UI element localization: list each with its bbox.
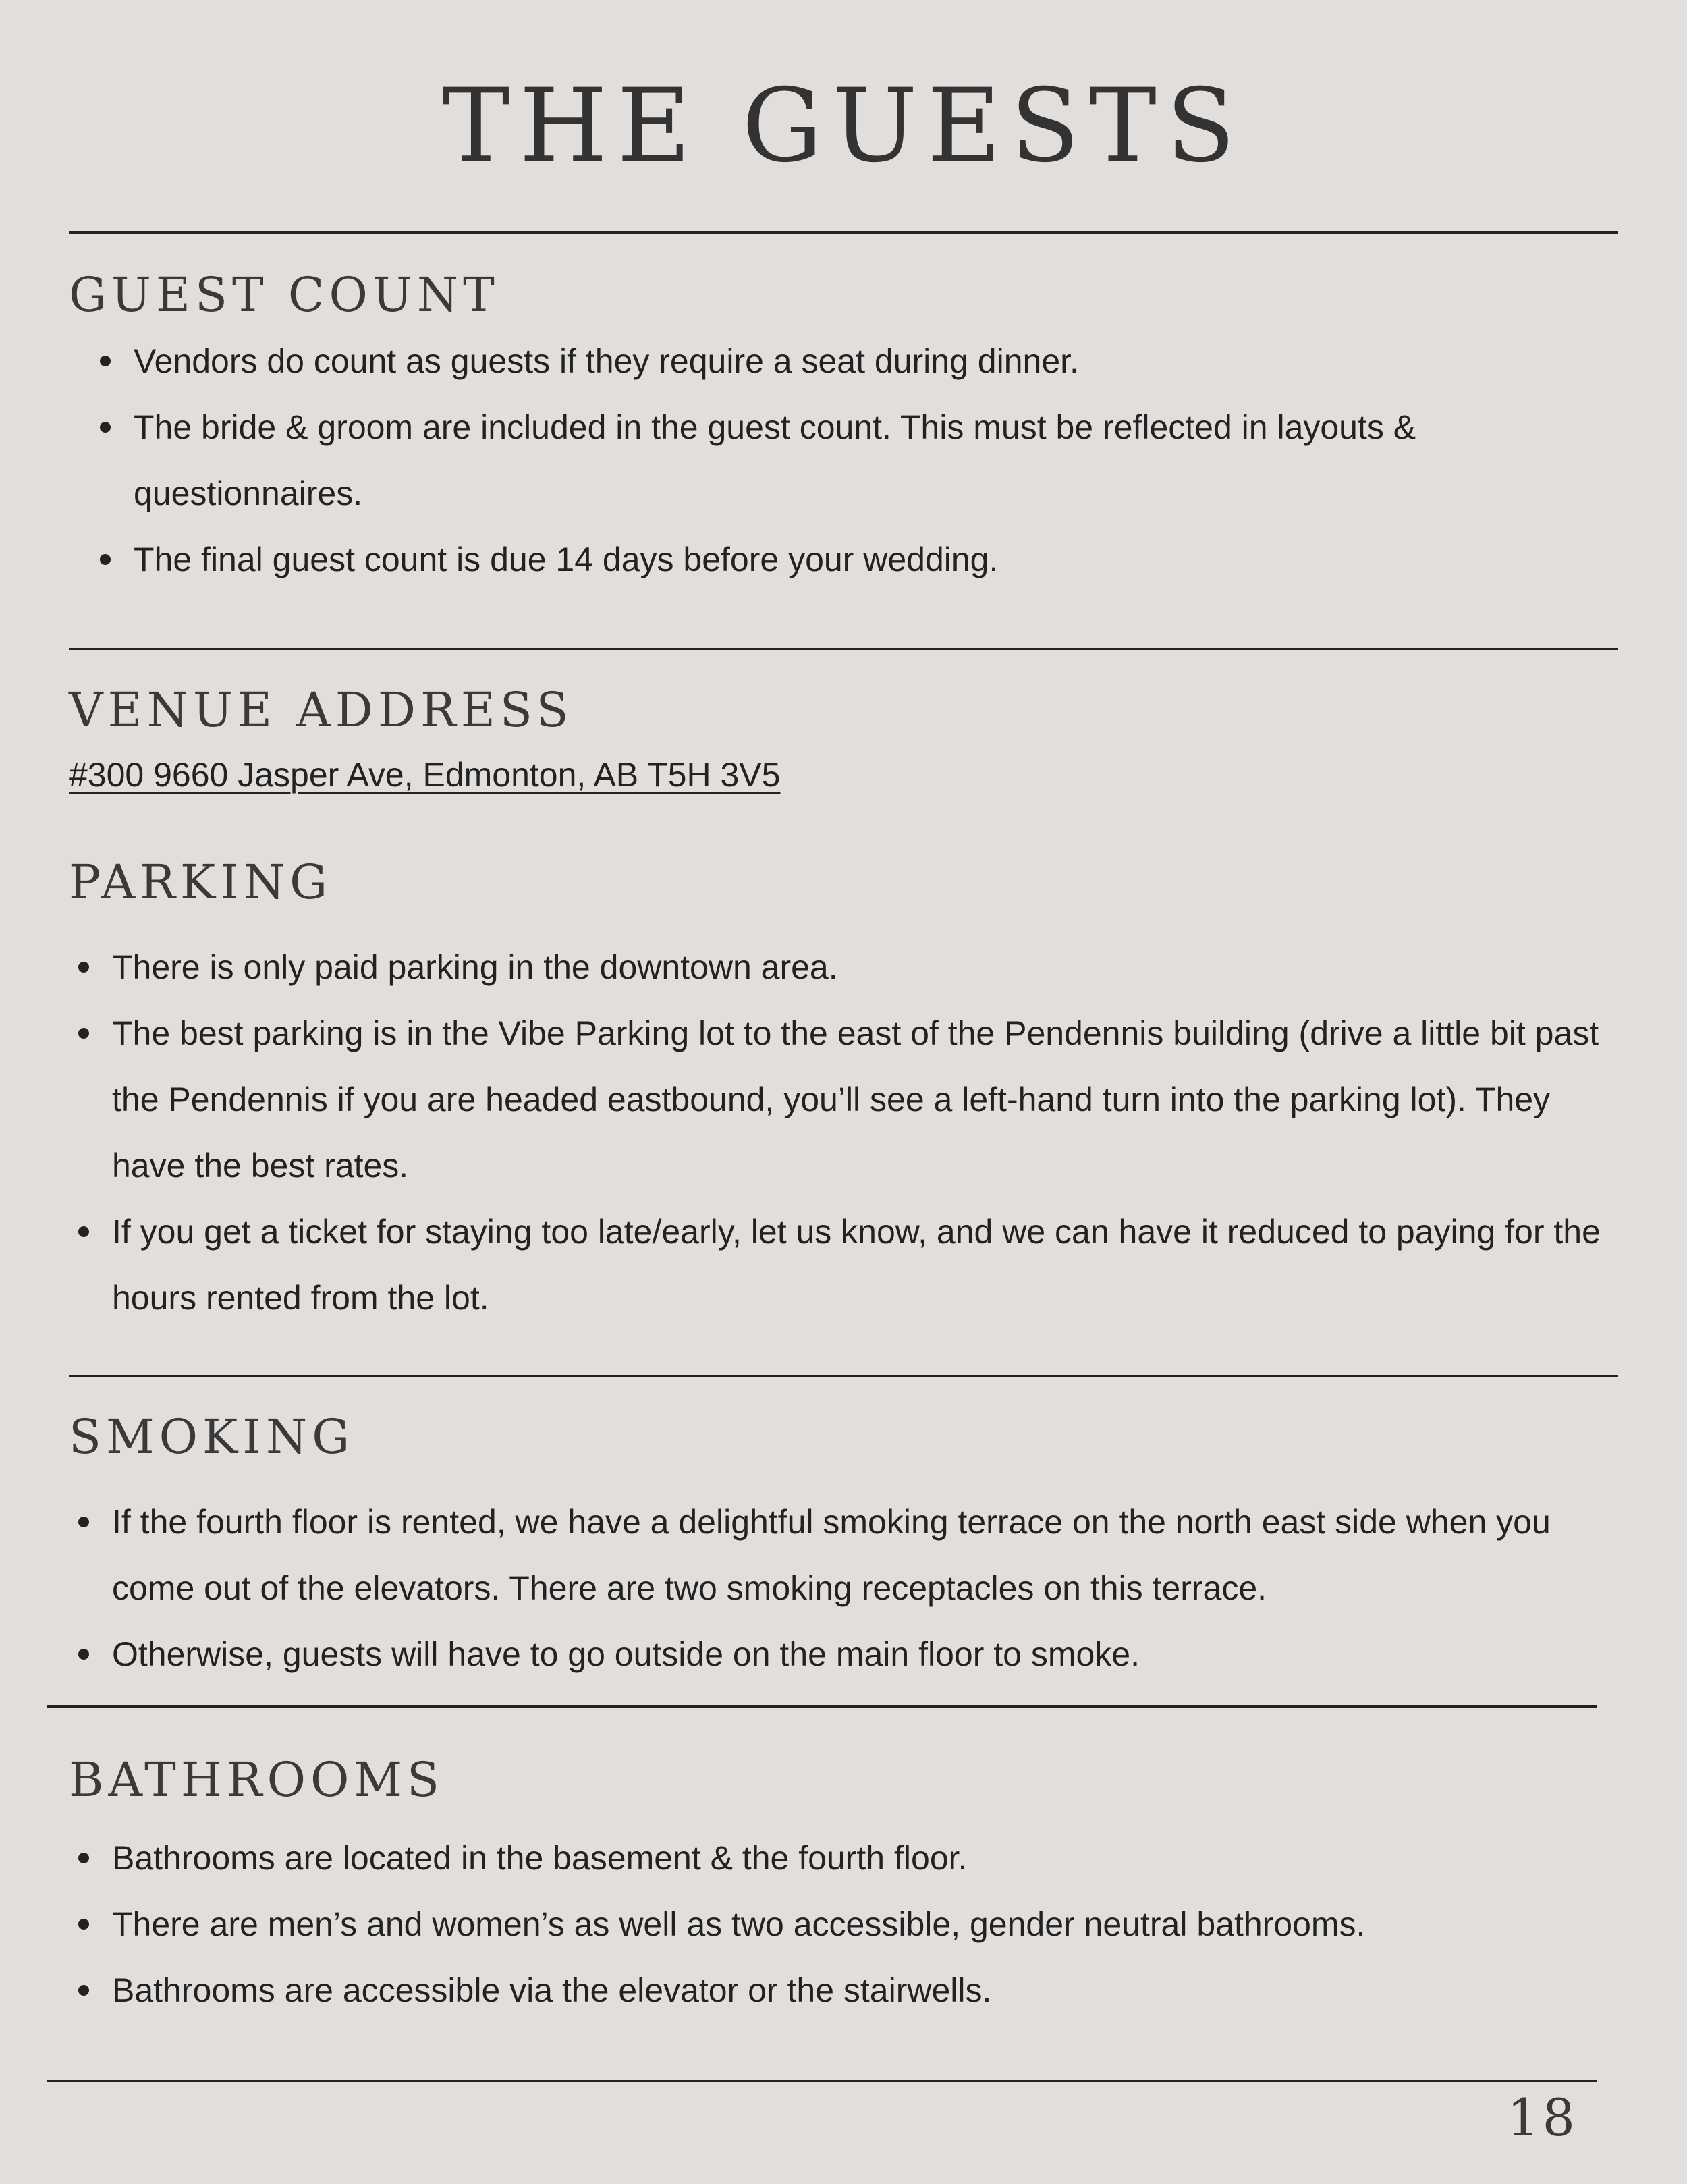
bullet-icon	[78, 1985, 89, 1996]
divider	[69, 1375, 1618, 1377]
list-item: The bride & groom are included in the guest count. This must be reflected in layouts & questionnaires.	[90, 394, 1568, 526]
list-item: There is only paid parking in the downtown area.	[69, 934, 1621, 1000]
list-item: The best parking is in the Vibe Parking lot to the east of the Pendennis building (drive a little bit past the Pendennis if you are headed eastbound, you’ll see a left-hand turn into the parking lot). They have the best rates.	[69, 1000, 1621, 1199]
guest-count-heading: GUEST COUNT	[69, 267, 499, 323]
bullet-icon	[78, 1517, 89, 1527]
divider	[47, 1705, 1597, 1708]
parking-heading: PARKING	[69, 854, 333, 910]
list-item: Otherwise, guests will have to go outside on the main floor to smoke.	[69, 1621, 1621, 1687]
bullet-icon	[78, 962, 89, 973]
bullet-icon	[78, 1649, 89, 1660]
parking-list	[69, 934, 1621, 1331]
bullet-icon	[78, 1853, 89, 1863]
bullet-icon	[100, 356, 111, 366]
bullet-icon	[78, 1226, 89, 1237]
divider	[69, 231, 1618, 234]
bullet-icon	[100, 554, 111, 565]
bathrooms-list	[69, 1825, 1621, 2023]
list-item: If you get a ticket for staying too late/early, let us know, and we can have it reduced to paying for the hours rented from the lot.	[69, 1199, 1621, 1331]
list-item: If the fourth floor is rented, we have a delightful smoking terrace on the north east side when you come out of the elevators. There are two smoking receptacles on this terrace.	[69, 1489, 1621, 1621]
list-item: The final guest count is due 14 days before your wedding.	[90, 526, 1568, 593]
page-title: THE GUESTS	[442, 67, 1245, 185]
list-item: Bathrooms are located in the basement & the fourth floor.	[69, 1825, 1621, 1891]
list-item: There are men’s and women’s as well as two accessible, gender neutral bathrooms.	[69, 1891, 1621, 1957]
bullet-icon	[100, 422, 111, 433]
smoking-heading: SMOKING	[69, 1409, 355, 1465]
bullet-icon	[78, 1028, 89, 1039]
list-item: Vendors do count as guests if they require a seat during dinner.	[90, 328, 1568, 394]
divider	[47, 2080, 1597, 2082]
divider	[69, 648, 1618, 650]
smoking-list	[69, 1489, 1621, 1687]
list-item: Bathrooms are accessible via the elevator or the stairwells.	[69, 1957, 1621, 2023]
guest-count-list	[90, 328, 1568, 593]
venue-address-heading: VENUE ADDRESS	[69, 682, 574, 738]
page-number: 18	[1507, 2087, 1578, 2148]
bullet-icon	[78, 1919, 89, 1930]
venue-address-link[interactable]: #300 9660 Jasper Ave, Edmonton, AB T5H 3V5	[69, 756, 781, 794]
bathrooms-heading: BATHROOMS	[69, 1752, 445, 1807]
